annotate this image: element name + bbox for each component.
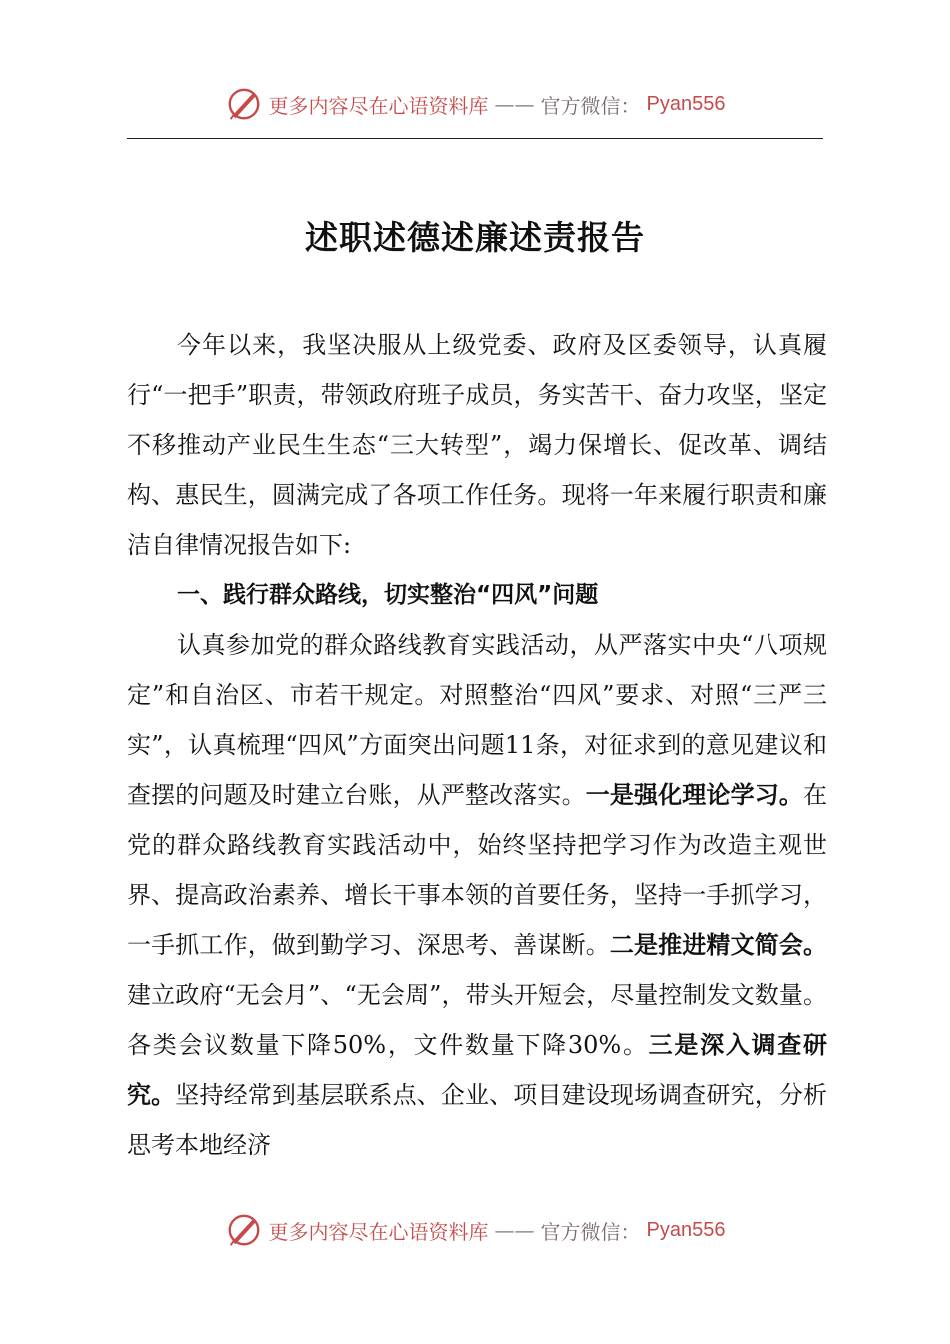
quill-pen-circle-icon xyxy=(225,85,263,123)
quill-pen-circle-icon xyxy=(225,1211,263,1249)
watermark-wechat-id: Pyan556 xyxy=(646,1218,726,1241)
point-2-text: 建立政府“无会月”、“无会周”，带头开短会，尽量控制发文数量。各类会议数量下降50%，文件数量下降30%。 xyxy=(127,981,827,1059)
header-divider xyxy=(127,138,823,139)
section-heading-1: 一、践行群众路线，切实整治“四风”问题 xyxy=(177,582,599,608)
bottom-watermark-banner xyxy=(0,1210,950,1250)
document-title: 述职述德述廉述责报告 xyxy=(305,218,645,257)
watermark-site-text: 更多内容尽在心语资料库 xyxy=(268,1219,489,1244)
watermark-site-text: 更多内容尽在心语资料库 xyxy=(268,93,489,118)
point-2-title: 二是推进精文简会。 xyxy=(609,931,828,959)
paragraph-intro: 今年以来，我坚决服从上级党委、政府及区委领导，认真履行“一把手”职责，带领政府班子成员，务实苦干、奋力攻坚，坚定不移推动产业民生生态“三大转型”，竭力保增长、促改革、调结构、惠民生，圆满完成了各项工作任务。现将一年来履行职责和廉洁自律情况报告如下: xyxy=(127,331,827,559)
point-3-title: 三是深入调查研究。 xyxy=(127,1031,827,1109)
paragraph-section-1 xyxy=(127,620,827,1170)
watermark-separator: —— xyxy=(494,92,535,116)
watermark-wechat-id: Pyan556 xyxy=(646,92,726,115)
point-1-text: 在党的群众路线教育实践活动中，始终坚持把学习作为改造主观世界、提高政治素养、增长干事本领的首要任务，坚持一手抓学习，一手抓工作，做到勤学习、深思考、善谋断。 xyxy=(127,781,828,959)
watermark-wechat-label: 官方微信： xyxy=(540,93,641,118)
document-body xyxy=(127,320,827,1170)
watermark-separator: —— xyxy=(494,1218,535,1242)
paragraph-section-1-intro: 认真参加党的群众路线教育实践活动，从严落实中央“八项规定”和自治区、市若干规定。对照整治“四风”要求、对照“三严三实”，认真梳理“四风”方面突出问题11条，对征求到的意见建议和查摆的问题及时建立台账，从严整改落实。 xyxy=(127,631,827,809)
watermark-wechat-label: 官方微信： xyxy=(540,1219,641,1244)
point-1-title: 一是强化理论学习。 xyxy=(585,781,804,809)
top-watermark-banner xyxy=(0,84,950,124)
point-3-text: 坚持经常到基层联系点、企业、项目建设现场调查研究，分析思考本地经济 xyxy=(127,1081,828,1159)
